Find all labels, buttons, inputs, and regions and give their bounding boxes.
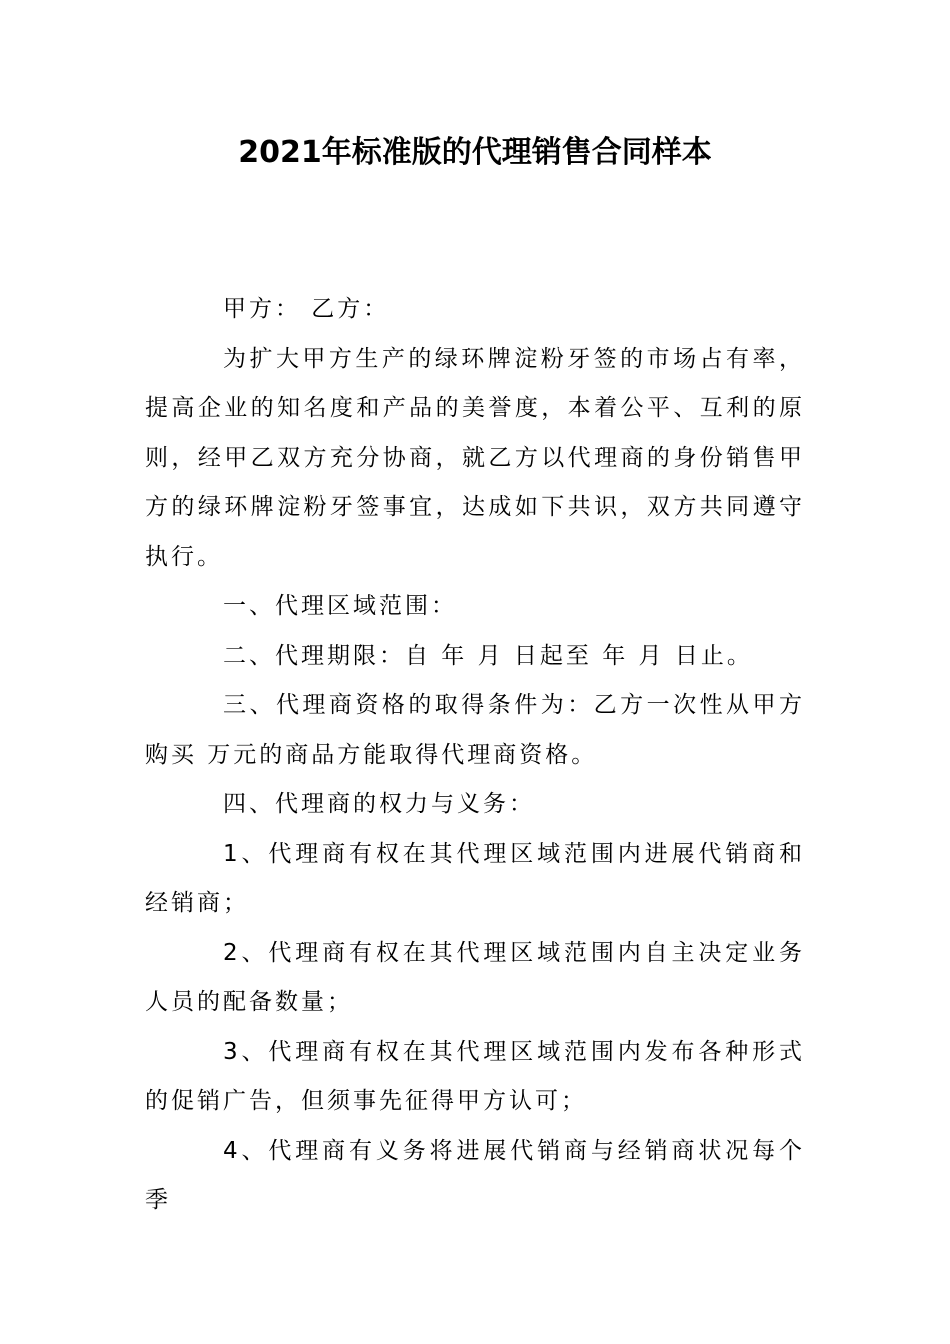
document-title: 2021年标准版的代理销售合同样本 <box>238 135 712 170</box>
sub-clause-3: 3、代理商有权在其代理区域范围内发布各种形式的促销广告，但须事先征得甲方认可； <box>145 1038 805 1114</box>
clause-agency-term: 二、代理期限：自 年 月 日起至 年 月 日止。 <box>223 642 753 669</box>
clause-agency-area: 一、代理区域范围： <box>223 593 457 619</box>
sub-clause-1: 1、代理商有权在其代理区域范围内进展代销商和经销商； <box>145 840 805 916</box>
clause-qualification: 三、代理商资格的取得条件为：乙方一次性从甲方购买 万元的商品方能取得代理商资格。 <box>145 692 805 768</box>
sub-clause-2: 2、代理商有权在其代理区域范围内自主决定业务人员的配备数量； <box>145 939 805 1015</box>
clause-rights-obligations: 四、代理商的权力与义务： <box>223 791 535 817</box>
sub-clause-4: 4、代理商有义务将进展代销商与经销商状况每个季 <box>145 1137 805 1213</box>
preamble-paragraph: 为扩大甲方生产的绿环牌淀粉牙签的市场占有率，提高企业的知名度和产品的美誉度，本着公平、互利的原则，经甲乙双方充分协商，就乙方以代理商的身份销售甲方的绿环牌淀粉牙签事宜，达成如下共识，双方共同遵守执行。 <box>145 345 805 570</box>
party-line: 甲方： 乙方： <box>223 296 390 322</box>
document-body <box>145 285 805 1226</box>
